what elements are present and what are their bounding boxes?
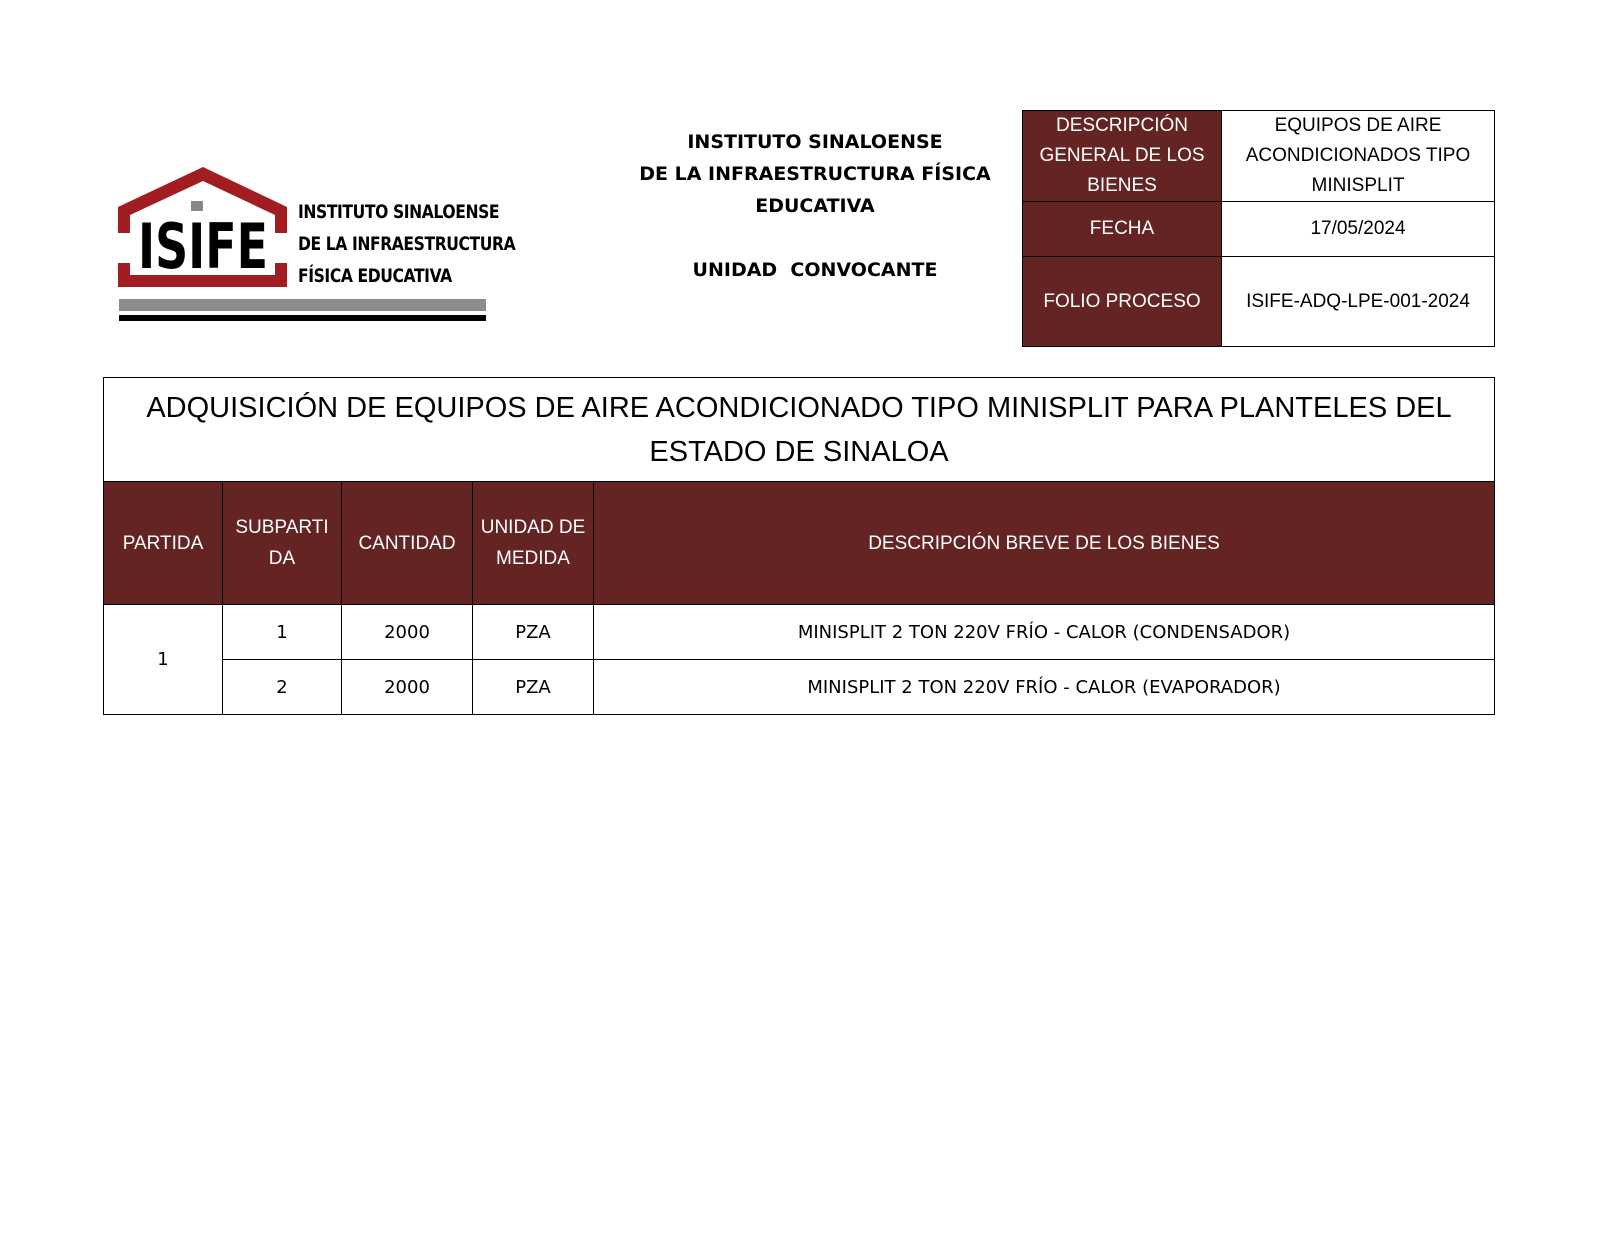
partida-cell: 1 <box>104 605 223 715</box>
description-cell: MINISPLIT 2 TON 220V FRÍO - CALOR (EVAPORADOR) <box>594 660 1495 715</box>
institution-line: EDUCATIVA <box>755 195 875 217</box>
institution-line: DE LA INFRAESTRUCTURA FÍSICA <box>639 163 991 185</box>
column-header: UNIDAD DE MEDIDA <box>473 482 594 605</box>
unit-cell: PZA <box>473 605 594 660</box>
isife-logo <box>115 165 516 325</box>
table-title: ADQUISICIÓN DE EQUIPOS DE AIRE ACONDICIONADO TIPO MINISPLIT PARA PLANTELES DEL ESTADO DE SINALOA <box>104 378 1495 482</box>
table-row <box>104 660 1495 715</box>
institution-heading <box>620 126 1010 286</box>
date-value: 17/05/2024 <box>1222 202 1495 257</box>
quantity-cell: 2000 <box>342 660 473 715</box>
column-header: PARTIDA <box>104 482 223 605</box>
column-header: SUBPARTI DA <box>223 482 342 605</box>
info-label: FOLIO PROCESO <box>1023 257 1222 347</box>
unit-label: UNIDAD CONVOCANTE <box>692 259 938 281</box>
goods-table <box>103 377 1495 715</box>
quantity-cell: 2000 <box>342 605 473 660</box>
subpartida-cell: 2 <box>223 660 342 715</box>
logo-line-3: FÍSICA EDUCATIVA <box>298 265 452 287</box>
description-cell: MINISPLIT 2 TON 220V FRÍO - CALOR (CONDENSADOR) <box>594 605 1495 660</box>
logo-line-1: INSTITUTO SINALOENSE <box>298 201 500 223</box>
info-value: EQUIPOS DE AIRE ACONDICIONADOS TIPO MINISPLIT <box>1222 111 1495 202</box>
folio-value: ISIFE-ADQ-LPE-001-2024 <box>1222 257 1495 347</box>
svg-text:ISIFE: ISIFE <box>138 210 268 283</box>
column-header: DESCRIPCIÓN BREVE DE LOS BIENES <box>594 482 1495 605</box>
house-logo-icon <box>115 165 295 295</box>
info-table <box>1022 110 1495 347</box>
table-row <box>104 605 1495 660</box>
subpartida-cell: 1 <box>223 605 342 660</box>
logo-gray-bar <box>119 299 486 311</box>
logo-line-2: DE LA INFRAESTRUCTURA <box>298 233 516 255</box>
logo-black-bar <box>119 315 486 321</box>
institution-line: INSTITUTO SINALOENSE <box>687 131 943 153</box>
info-label: FECHA <box>1023 202 1222 257</box>
column-header: CANTIDAD <box>342 482 473 605</box>
unit-cell: PZA <box>473 660 594 715</box>
info-label: DESCRIPCIÓN GENERAL DE LOS BIENES <box>1023 111 1222 202</box>
